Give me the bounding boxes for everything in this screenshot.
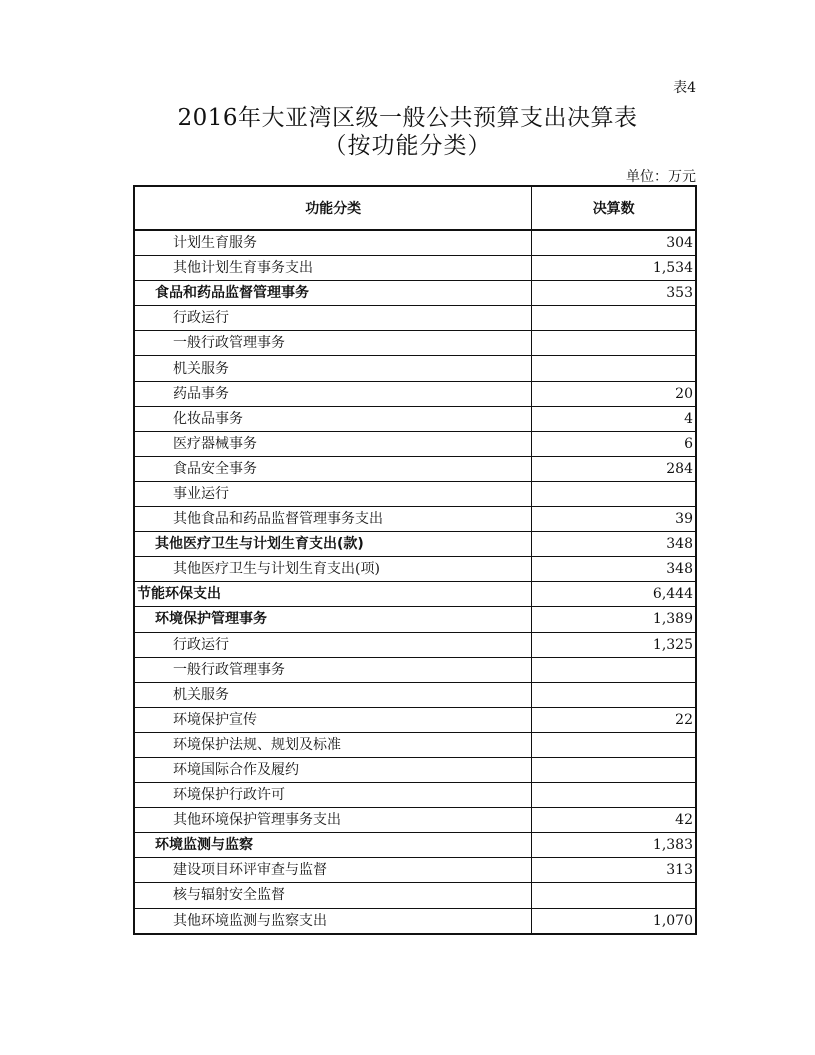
table-row: [134, 306, 696, 331]
table-row: [134, 582, 696, 607]
amount-cell: 1,389: [532, 607, 696, 632]
table-row: [134, 331, 696, 356]
budget-table: [133, 185, 697, 935]
table-row: [134, 858, 696, 883]
table-body: [134, 230, 696, 934]
table-row: [134, 532, 696, 557]
column-header-category: 功能分类: [134, 186, 532, 230]
table-row: [134, 607, 696, 632]
amount-cell: 4: [532, 406, 696, 431]
table-row: [134, 557, 696, 582]
amount-cell: 1,534: [532, 256, 696, 281]
amount-cell: [532, 757, 696, 782]
category-cell: 一般行政管理事务: [134, 657, 532, 682]
category-cell: 行政运行: [134, 632, 532, 657]
category-cell: 其他环境监测与监察支出: [134, 908, 532, 934]
category-cell: 机关服务: [134, 682, 532, 707]
table-row: [134, 481, 696, 506]
table-row: [134, 356, 696, 381]
table-row: [134, 657, 696, 682]
category-cell: 食品安全事务: [134, 456, 532, 481]
amount-cell: [532, 481, 696, 506]
category-cell: 行政运行: [134, 306, 532, 331]
table-row: [134, 757, 696, 782]
page-subtitle: （按功能分类）: [323, 133, 492, 159]
table-row: [134, 908, 696, 934]
amount-cell: 353: [532, 281, 696, 306]
table-row: [134, 632, 696, 657]
table-row: [134, 833, 696, 858]
amount-cell: [532, 356, 696, 381]
amount-cell: 1,383: [532, 833, 696, 858]
amount-cell: 1,070: [532, 908, 696, 934]
amount-cell: [532, 883, 696, 908]
category-cell: 计划生育服务: [134, 230, 532, 256]
category-cell: 环境保护管理事务: [134, 607, 532, 632]
amount-cell: 42: [532, 808, 696, 833]
category-cell: 事业运行: [134, 481, 532, 506]
amount-cell: [532, 657, 696, 682]
table-row: [134, 256, 696, 281]
table-row: [134, 732, 696, 757]
category-cell: 环境监测与监察: [134, 833, 532, 858]
table-row: [134, 682, 696, 707]
category-cell: 药品事务: [134, 381, 532, 406]
table-row: [134, 883, 696, 908]
unit-label: 单位：万元: [626, 169, 696, 185]
category-cell: 其他计划生育事务支出: [134, 256, 532, 281]
category-cell: 化妆品事务: [134, 406, 532, 431]
category-cell: 其他医疗卫生与计划生育支出(款): [134, 532, 532, 557]
category-cell: 其他食品和药品监督管理事务支出: [134, 507, 532, 532]
amount-cell: [532, 682, 696, 707]
table-number: 表4: [673, 80, 696, 96]
amount-cell: 6: [532, 431, 696, 456]
category-cell: 医疗器械事务: [134, 431, 532, 456]
category-cell: 建设项目环评审查与监督: [134, 858, 532, 883]
table-row: [134, 431, 696, 456]
amount-cell: 304: [532, 230, 696, 256]
table-row: [134, 281, 696, 306]
amount-cell: 348: [532, 532, 696, 557]
amount-cell: [532, 732, 696, 757]
page-title: 2016年大亚湾区级一般公共预算支出决算表: [177, 105, 638, 131]
category-cell: 环境国际合作及履约: [134, 757, 532, 782]
table-row: [134, 230, 696, 256]
amount-cell: 313: [532, 858, 696, 883]
column-header-amount: 决算数: [532, 186, 696, 230]
table-row: [134, 707, 696, 732]
amount-cell: 1,325: [532, 632, 696, 657]
table-row: [134, 783, 696, 808]
amount-cell: [532, 306, 696, 331]
table-row: [134, 456, 696, 481]
category-cell: 其他医疗卫生与计划生育支出(项): [134, 557, 532, 582]
amount-cell: 284: [532, 456, 696, 481]
category-cell: 环境保护行政许可: [134, 783, 532, 808]
category-cell: 其他环境保护管理事务支出: [134, 808, 532, 833]
amount-cell: 39: [532, 507, 696, 532]
table-row: [134, 406, 696, 431]
table-row: [134, 507, 696, 532]
table-row: [134, 381, 696, 406]
category-cell: 环境保护法规、规划及标准: [134, 732, 532, 757]
amount-cell: 6,444: [532, 582, 696, 607]
amount-cell: 348: [532, 557, 696, 582]
table-row: [134, 808, 696, 833]
amount-cell: [532, 331, 696, 356]
amount-cell: [532, 783, 696, 808]
category-cell: 节能环保支出: [134, 582, 532, 607]
table-header-row: [134, 186, 696, 230]
category-cell: 一般行政管理事务: [134, 331, 532, 356]
category-cell: 食品和药品监督管理事务: [134, 281, 532, 306]
category-cell: 核与辐射安全监督: [134, 883, 532, 908]
category-cell: 机关服务: [134, 356, 532, 381]
amount-cell: 20: [532, 381, 696, 406]
amount-cell: 22: [532, 707, 696, 732]
category-cell: 环境保护宣传: [134, 707, 532, 732]
